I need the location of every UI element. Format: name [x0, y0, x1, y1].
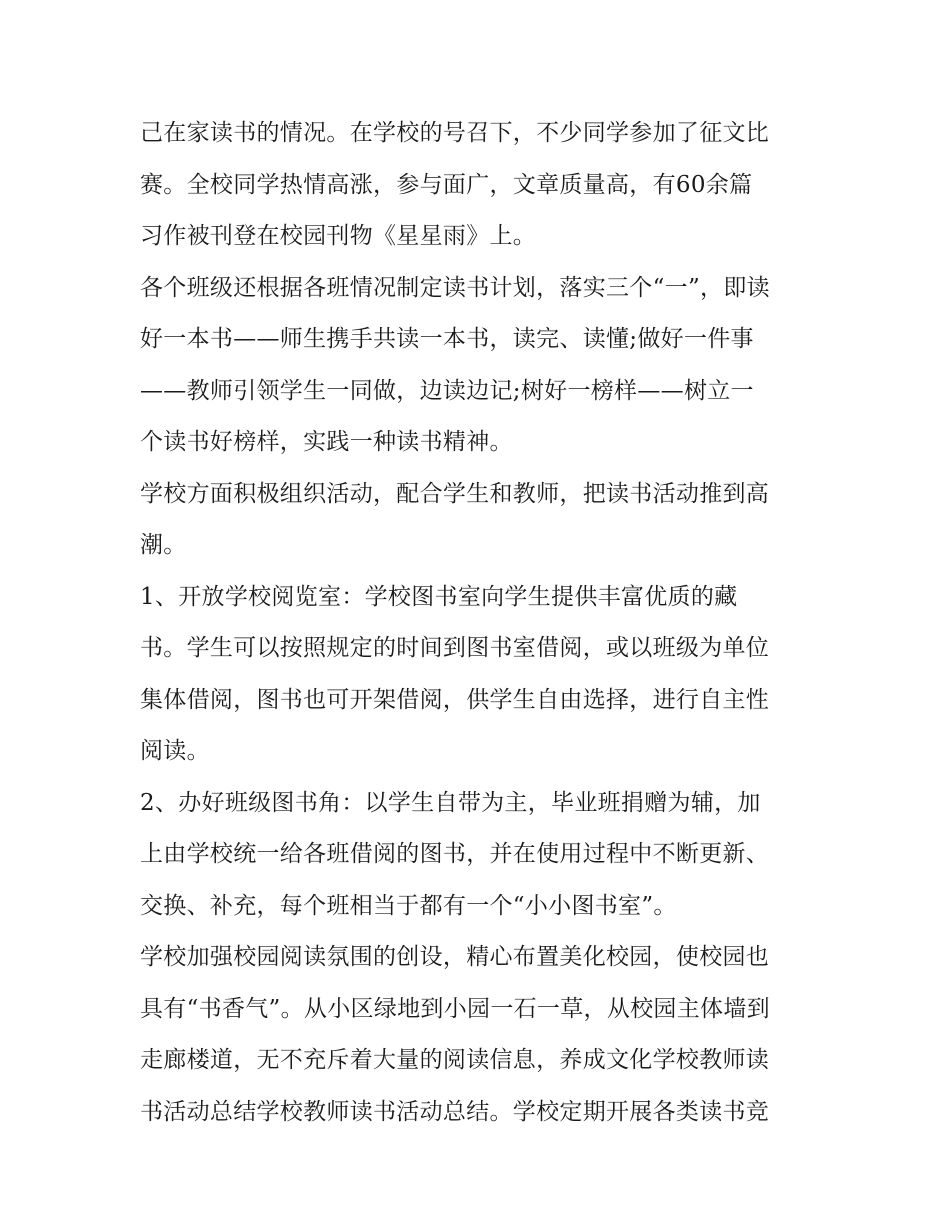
- text-line: 各个班级还根据各班情况制定读书计划，落实三个“一”，即读: [140, 274, 770, 301]
- text-line: 个读书好榜样，实践一种读书精神。: [140, 429, 513, 455]
- text-line: 走廊楼道，无不充斥着大量的阅读信息，养成文化学校教师读: [140, 1047, 770, 1073]
- body-text: [140, 108, 820, 1138]
- text-line: 集体借阅，图书也可开架借阅，供学生自由选择，进行自主性: [140, 686, 770, 713]
- text-line: 上由学校统一给各班借阅的图书，并在使用过程中不断更新、: [140, 841, 770, 867]
- text-line: 具有“书香气”。从小区绿地到小园一石一草，从校园主体墙到: [140, 995, 770, 1022]
- text-line: 学校方面积极组织活动，配合学生和教师，把读书活动推到高: [140, 480, 770, 507]
- text-line: 阅读。: [140, 738, 210, 764]
- text-line: 赛。全校同学热情高涨，参与面广，文章质量高，有60余篇: [140, 171, 753, 198]
- text-line: ——教师引领学生一同做，边读边记;树好一榜样——树立一: [140, 377, 754, 404]
- text-line: 1、开放学校阅览室：学校图书室向学生提供丰富优质的藏: [140, 583, 738, 610]
- text-line: 习作被刊登在校园刊物《星星雨》上。: [140, 223, 537, 249]
- text-line: 书活动总结学校教师读书活动总结。学校定期开展各类读书竞: [140, 1098, 770, 1125]
- text-line: 潮。: [140, 532, 187, 558]
- text-line: 学校加强校园阅读氛围的创设，精心布置美化校园，使校园也: [140, 944, 770, 970]
- text-line: 己在家读书的情况。在学校的号召下，不少同学参加了征文比: [140, 120, 770, 146]
- text-line: 交换、补充，每个班相当于都有一个“小小图书室”。: [140, 892, 677, 919]
- text-line: 好一本书——师生携手共读一本书，读完、读懂;做好一件事: [140, 326, 754, 352]
- text-line: 2、办好班级图书角：以学生自带为主，毕业班捐赠为辅，加: [140, 789, 761, 816]
- text-line: 书。学生可以按照规定的时间到图书室借阅，或以班级为单位: [140, 635, 770, 661]
